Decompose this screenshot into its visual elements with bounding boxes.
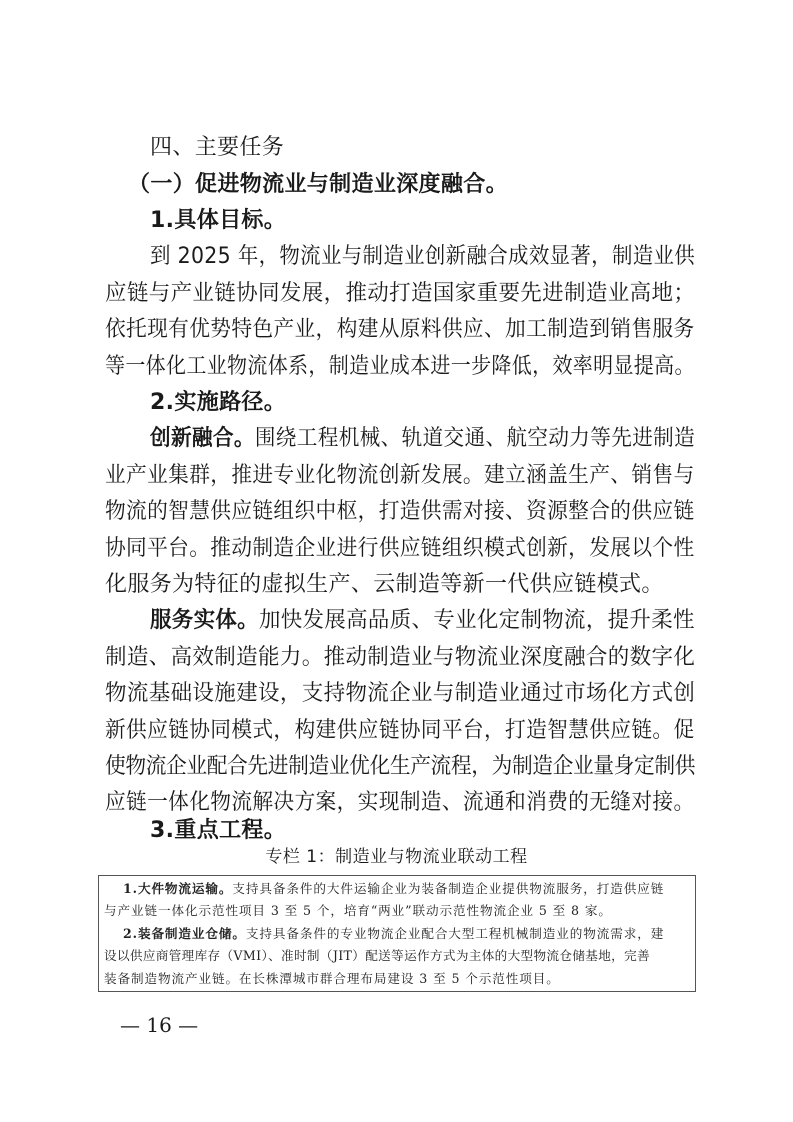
entry-lead: 2.装备制造业仓储。	[123, 926, 246, 941]
box-line	[123, 925, 692, 943]
paragraph-line: 到 2025 年，物流业与制造业创新融合成效显著，制造业供	[150, 244, 696, 269]
section-heading: 四、主要任务	[150, 135, 285, 160]
service-lead: 服务实体。	[150, 608, 259, 633]
item3-heading: 3.重点工程。	[150, 818, 287, 843]
paragraph-line: 新供应链协同模式，构建供应链协同平台，打造智慧供应链。促	[105, 718, 695, 743]
item1-heading: 1.具体目标。	[150, 208, 287, 233]
box-line: 装备制造物流产业链。在长株潭城市群合理布局建设 3 至 5 个示范性项目。	[104, 971, 560, 986]
box-line	[123, 880, 692, 898]
paragraph-line: 依托现有优势特色产业，构建从原料供应、加工制造到销售服务	[105, 317, 695, 342]
entry-first-line: 支持具备条件的大件运输企业为装备制造企业提供物流服务，打造供应链	[232, 881, 665, 896]
innovation-first-line: 围绕工程机械、轨道交通、航空动力等先进制造	[254, 426, 696, 451]
paragraph-line: 化服务为特征的虚拟生产、云制造等新一代供应链模式。	[105, 572, 664, 597]
box-line: 设以供应商管理库存（VMI）、准时制（JIT）配送等运作方式为主体的大型物流仓储基地，完善	[104, 948, 650, 963]
paragraph-line	[150, 607, 695, 635]
paragraph-line: 应链与产业链协同发展，推动打造国家重要先进制造业高地；	[105, 281, 696, 306]
paragraph-line: 物流基础设施建设，支持物流企业与制造业通过市场化方式创	[105, 681, 696, 706]
paragraph-line: 物流的智慧供应链组织中枢，打造供需对接、资源整合的供应链	[105, 499, 695, 524]
paragraph-line: 使物流企业配合先进制造业优化生产流程，为制造企业量身定制供	[105, 754, 696, 779]
paragraph-line: 等一体化工业物流体系，制造业成本进一步降低，效率明显提高。	[105, 354, 695, 379]
column-box-caption: 专栏 1：制造业与物流业联动工程	[265, 847, 528, 867]
subsection-heading: （一）促进物流业与制造业深度融合。	[128, 172, 508, 197]
entry-lead: 1.大件物流运输。	[123, 881, 233, 896]
paragraph-line: 业产业集群，推进专业化物流创新发展。建立涵盖生产、销售与	[105, 463, 695, 488]
paragraph-line: 制造、高效制造能力。推动制造业与物流业深度融合的数字化	[105, 645, 696, 670]
paragraph-line: 应链一体化物流解决方案，实现制造、流通和消费的无缝对接。	[105, 790, 695, 815]
entry-first-line: 支持具备条件的专业物流企业配合大型工程机械制造业的物流需求，建	[245, 926, 665, 941]
service-first-line: 加快发展高品质、专业化定制物流，提升柔性	[258, 608, 695, 633]
innovation-lead: 创新融合。	[150, 426, 255, 451]
paragraph-line: 协同平台。推动制造企业进行供应链组织模式创新，发展以个性	[105, 536, 695, 561]
paragraph-line	[150, 425, 696, 453]
page-number: — 16 —	[120, 1013, 199, 1037]
item2-heading: 2.实施路径。	[150, 390, 287, 415]
box-line: 与产业链一体化示范性项目 3 至 5 个，培育“两业”联动示范性物流企业 5 至 8 家。	[104, 903, 612, 918]
